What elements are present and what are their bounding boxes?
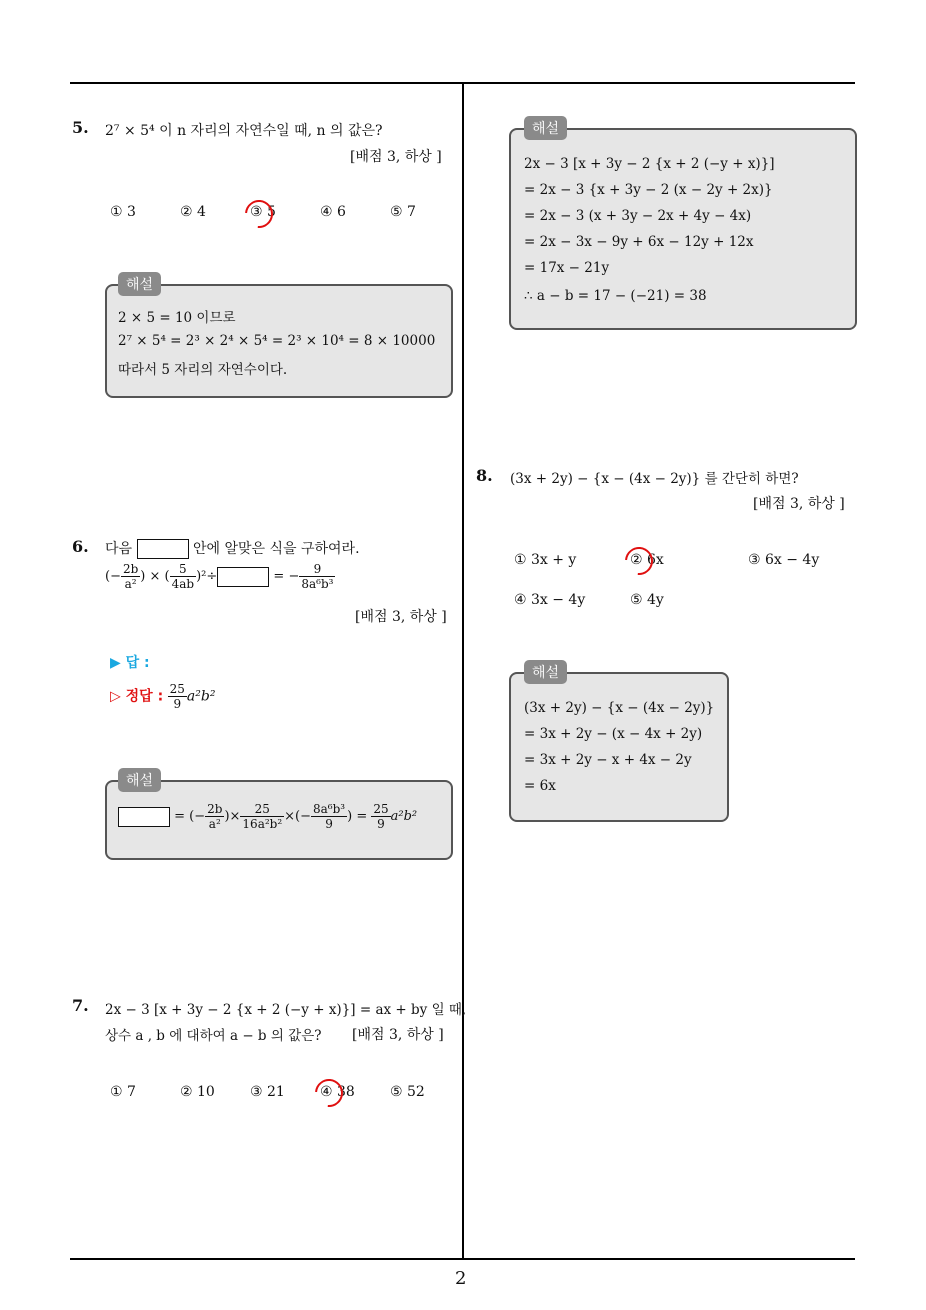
q5-score: [배점 3, 하상 ] (350, 149, 442, 165)
column-divider (462, 84, 464, 1259)
q8-sol-line-4: = 6x (524, 778, 556, 794)
q7-option-3[interactable]: ③ 21 (250, 1084, 285, 1100)
q5-solution-tag: 해설 (118, 272, 161, 296)
q6-score: [배점 3, 하상 ] (355, 609, 447, 625)
q5-option-3[interactable]: ③ 5 (250, 204, 276, 220)
q5-option-5[interactable]: ⑤ 7 (390, 204, 416, 220)
q8-solution-box (509, 672, 729, 822)
q6-blank (137, 539, 189, 559)
q7-score: [배점 3, 하상 ] (352, 1027, 444, 1043)
q5-option-4[interactable]: ④ 6 (320, 204, 346, 220)
q5-number: 5. (72, 118, 89, 137)
q6-text-b: 안에 알맞은 식을 구하여라. (192, 541, 360, 557)
q8-option-5[interactable]: ⑤ 4y (630, 592, 664, 608)
q7-sol-line-1: 2x − 3 [x + 3y − 2 {x + 2 (−y + x)}] (524, 156, 775, 172)
q6-correct-num: 25 (169, 682, 185, 696)
q7-option-1[interactable]: ① 7 (110, 1084, 136, 1100)
q5-option-2[interactable]: ② 4 (180, 204, 206, 220)
q6-correct-tail: a²b² (186, 688, 216, 705)
q7-answer-mark (309, 1073, 348, 1112)
q6-correct-label: ▷ 정답 : (110, 688, 164, 705)
q8-answer-mark (619, 541, 658, 580)
q7-option-5[interactable]: ⑤ 52 (390, 1084, 425, 1100)
q6-text-a: 다음 (105, 541, 133, 557)
q5-sol-line-2: 2⁷ × 5⁴ = 2³ × 2⁴ × 5⁴ = 2³ × 10⁴ = 8 × 10000 (118, 333, 436, 349)
q6-expression: (− $\frac{2b}{\text{a²}}$ ) × ( $\frac{5}{4ab}$ )²÷ = − $\frac{9}{\text{8a⁶b³}}$ (105, 562, 334, 591)
q8-solution-tag: 해설 (524, 660, 567, 684)
q7-option-2[interactable]: ② 10 (180, 1084, 215, 1100)
q8-score: [배점 3, 하상 ] (753, 496, 845, 512)
q7-question-line2: 상수 a , b 에 대하여 a − b 의 값은? (105, 1028, 322, 1044)
q5-question: 2⁷ × 5⁴ 이 n 자리의 자연수일 때, n 의 값은? (105, 123, 383, 139)
q6-answer-label: ▶ 답 : (110, 655, 150, 671)
q6-sol-line: = (− $\frac{2b}{\text{a²}}$ )× $\frac{25}{\text{16a²b²}}$ ×(− $\frac{\text{8a⁶b³}}{9}$ ) = $\frac{25}{9}$ a²b² (118, 802, 417, 831)
q7-sol-line-6: ∴ a − b = 17 − (−21) = 38 (524, 288, 707, 304)
q7-sol-line-2: = 2x − 3 {x + 3y − 2 (x − 2y + 2x)} (524, 182, 773, 198)
q8-number: 8. (476, 466, 493, 485)
q6-correct-den: 9 (173, 697, 182, 711)
q8-option-3[interactable]: ③ 6x − 4y (748, 552, 820, 568)
q7-option-4[interactable]: ④ 38 (320, 1084, 355, 1100)
q8-option-2[interactable]: ② 6x (630, 552, 664, 568)
q5-answer-mark (239, 194, 278, 233)
q5-sol-line-1: 2 × 5 = 10 이므로 (118, 310, 236, 326)
q6-correct (110, 682, 215, 711)
q7-sol-line-5: = 17x − 21y (524, 260, 610, 276)
q6-number: 6. (72, 537, 89, 556)
q8-sol-line-3: = 3x + 2y − x + 4x − 2y (524, 752, 692, 768)
q7-number: 7. (72, 996, 89, 1015)
q8-sol-line-2: = 3x + 2y − (x − 4x + 2y) (524, 726, 703, 742)
q7-sol-line-4: = 2x − 3x − 9y + 6x − 12y + 12x (524, 234, 754, 250)
bottom-rule (70, 1258, 855, 1260)
q5-sol-line-3: 따라서 5 자리의 자연수이다. (118, 362, 288, 378)
q5-option-1[interactable]: ① 3 (110, 204, 136, 220)
q8-question: (3x + 2y) − {x − (4x − 2y)} 를 간단히 하면? (510, 471, 799, 487)
q7-sol-line-3: = 2x − 3 (x + 3y − 2x + 4y − 4x) (524, 208, 752, 224)
q7-question-line1: 2x − 3 [x + 3y − 2 {x + 2 (−y + x)}] = ax + by 일 때, (105, 1002, 467, 1018)
q8-option-4[interactable]: ④ 3x − 4y (514, 592, 586, 608)
q6-solution-tag: 해설 (118, 768, 161, 792)
page-number: 2 (455, 1268, 467, 1289)
q8-sol-line-1: (3x + 2y) − {x − (4x − 2y)} (524, 700, 715, 716)
q7-solution-tag: 해설 (524, 116, 567, 140)
q6-question (105, 538, 360, 559)
q8-option-1[interactable]: ① 3x + y (514, 552, 577, 568)
